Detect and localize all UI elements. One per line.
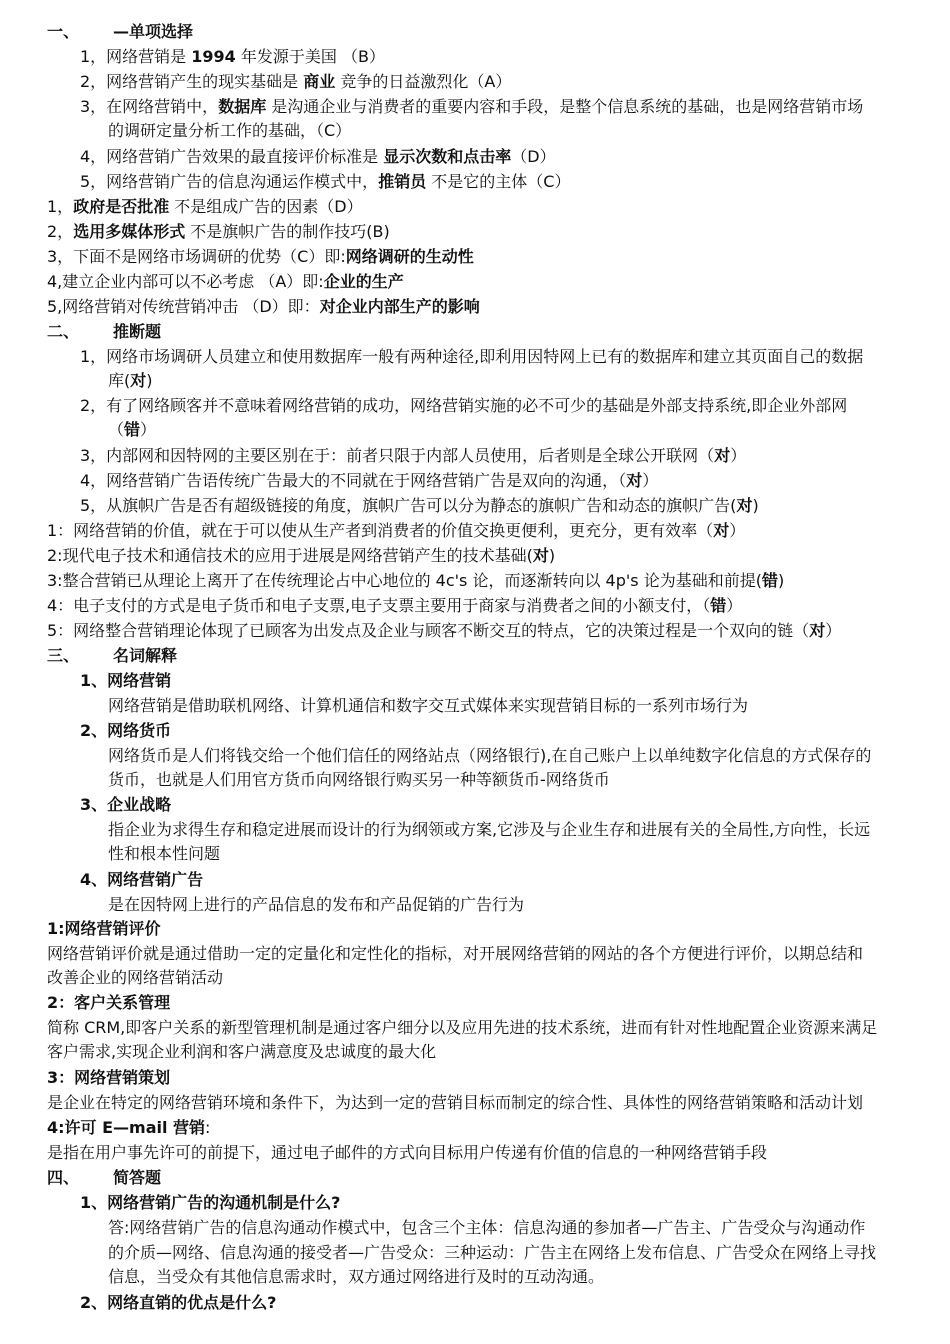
section-number: 一、 xyxy=(47,22,80,41)
judge-item: 2，有了网络顾客并不意味着网络营销的成功，网络营销实施的必不可少的基础是外部支持系统,即企业外部网 xyxy=(80,396,848,415)
section-heading-4 xyxy=(47,1167,161,1189)
choice-extra-item: 1，政府是否批准 不是组成广告的因素（D） xyxy=(47,197,363,216)
term-definition: 指企业为求得生存和稳定进展而设计的行为纲领或方案,它涉及与企业生存和进展有关的全局性,方向性，长远 xyxy=(108,820,871,839)
judge-item: 4，网络营销广告语传统广告最大的不同就在于网络营销广告是双向的沟通，（对） xyxy=(80,471,659,490)
section-number: 二、 xyxy=(47,322,80,341)
term-title: 4、网络营销广告 xyxy=(80,870,204,889)
term-definition: 货币，也就是人们用官方货币向网络银行购买另一种等额货币-网络货币 xyxy=(108,770,610,789)
term-title: 3：网络营销策划 xyxy=(47,1068,171,1087)
answer-line: 的介质—网络、信息沟通的接受者—广告受众：三种运动：广告主在网络上发布信息、广告受众在网络上寻找 xyxy=(108,1243,877,1262)
judge-extra-item: 1：网络营销的价值，就在于可以使从生产者到消费者的价值交换更便利，更充分，更有效率（对） xyxy=(47,521,746,540)
choice-item: 5，网络营销广告的信息沟通运作模式中，推销员 不是它的主体（C） xyxy=(80,172,571,191)
term-definition: 改善企业的网络营销活动 xyxy=(47,968,224,987)
term-definition: 是指在用户事先许可的前提下，通过电子邮件的方式向目标用户传递有价值的信息的一种网络营销手段 xyxy=(47,1143,768,1162)
section-number: 三、 xyxy=(47,646,80,665)
term-definition: 是企业在特定的网络营销环境和条件下，为达到一定的营销目标而制定的综合性、具体性的网络营销策略和活动计划 xyxy=(47,1093,864,1112)
term-definition: 客户需求,实现企业利润和客户满意度及忠诚度的最大化 xyxy=(47,1042,437,1061)
term-definition: 网络营销是借助联机网络、计算机通信和数字交互式媒体来实现营销目标的一系列市场行为 xyxy=(108,696,749,715)
section-number: 四、 xyxy=(47,1168,80,1187)
choice-extra-item: 5,网络营销对传统营销冲击 （D）即：对企业内部生产的影响 xyxy=(47,297,480,316)
term-definition: 网络营销评价就是通过借助一定的定量化和定性化的指标，对开展网络营销的网站的各个方便进行评价，以期总结和 xyxy=(47,944,864,963)
term-title: 1、网络营销 xyxy=(80,671,172,690)
question-title: 2、网络直销的优点是什么? xyxy=(80,1293,277,1312)
choice-item: 1，网络营销是 1994 年发源于美国 （B） xyxy=(80,47,385,66)
answer-line: 信息，当受众有其他信息需求时，双方通过网络进行及时的互动沟通。 xyxy=(108,1267,605,1286)
judge-item-continuation: 库(对) xyxy=(108,371,153,390)
judge-item: 1，网络市场调研人员建立和使用数据库一般有两种途径,即利用因特网上已有的数据库和建立其页面自己的数据 xyxy=(80,347,864,366)
judge-extra-item: 5：网络整合营销理论体现了已顾客为出发点及企业与顾客不断交互的特点，它的决策过程是一个双向的链（对） xyxy=(47,621,842,640)
term-definition: 简称 CRM,即客户关系的新型管理机制是通过客户细分以及应用先进的技术系统，进而有针对性地配置企业资源来满足 xyxy=(47,1018,878,1037)
judge-extra-item: 4：电子支付的方式是电子货币和电子支票,电子支票主要用于商家与消费者之间的小额支付，（错） xyxy=(47,596,743,615)
term-title: 3、企业战略 xyxy=(80,795,172,814)
choice-extra-item: 3，下面不是网络市场调研的优势（C）即:网络调研的生动性 xyxy=(47,247,474,266)
section-heading-2 xyxy=(47,321,161,343)
judge-item-continuation: （错） xyxy=(108,420,157,439)
judge-item: 5，从旗帜广告是否有超级链接的角度，旗帜广告可以分为静态的旗帜广告和动态的旗帜广告(对) xyxy=(80,496,759,515)
term-title: 4:许可 E—mail 营销: xyxy=(47,1118,211,1137)
choice-item: 2，网络营销产生的现实基础是 商业 竞争的日益激烈化（A） xyxy=(80,72,512,91)
term-definition: 网络货币是人们将钱交给一个他们信任的网络站点（网络银行),在自己账户上以单纯数字化信息的方式保存的 xyxy=(108,746,872,765)
choice-item: 4，网络营销广告效果的最直接评价标准是 显示次数和点击率（D） xyxy=(80,147,556,166)
section-title: 推断题 xyxy=(113,322,162,341)
term-title: 2：客户关系管理 xyxy=(47,993,171,1012)
term-definition: 是在因特网上进行的产品信息的发布和产品促销的广告行为 xyxy=(108,895,525,914)
term-title: 2、网络货币 xyxy=(80,721,172,740)
section-title: 名词解释 xyxy=(113,646,178,665)
judge-item: 3，内部网和因特网的主要区别在于：前者只限于内部人员使用，后者则是全球公开联网（对） xyxy=(80,446,747,465)
choice-item-continuation: 的调研定量分析工作的基础，（C） xyxy=(108,121,352,140)
choice-extra-item: 2，选用多媒体形式 不是旗帜广告的制作技巧(B) xyxy=(47,222,390,241)
term-title: 1:网络营销评价 xyxy=(47,919,161,938)
judge-extra-item: 2:现代电子技术和通信技术的应用于进展是网络营销产生的技术基础(对) xyxy=(47,546,556,565)
choice-extra-item: 4,建立企业内部可以不必考虑 （A）即:企业的生产 xyxy=(47,272,404,291)
section-heading-3 xyxy=(47,645,177,667)
term-definition: 性和根本性问题 xyxy=(108,844,221,863)
section-title: —单项选择 xyxy=(113,22,194,41)
choice-item: 3，在网络营销中，数据库 是沟通企业与消费者的重要内容和手段，是整个信息系统的基础，也是网络营销市场 xyxy=(80,97,864,116)
question-title: 1、网络营销广告的沟通机制是什么? xyxy=(80,1193,341,1212)
section-title: 简答题 xyxy=(113,1168,162,1187)
judge-extra-item: 3:整合营销已从理论上离开了在传统理论占中心地位的 4c's 论，而逐渐转向以 4p's 论为基础和前提(错) xyxy=(47,571,785,590)
section-heading-1 xyxy=(47,21,193,43)
answer-line: 答:网络营销广告的信息沟通动作模式中，包含三个主体：信息沟通的参加者—广告主、广告受众与沟通动作 xyxy=(108,1218,866,1237)
